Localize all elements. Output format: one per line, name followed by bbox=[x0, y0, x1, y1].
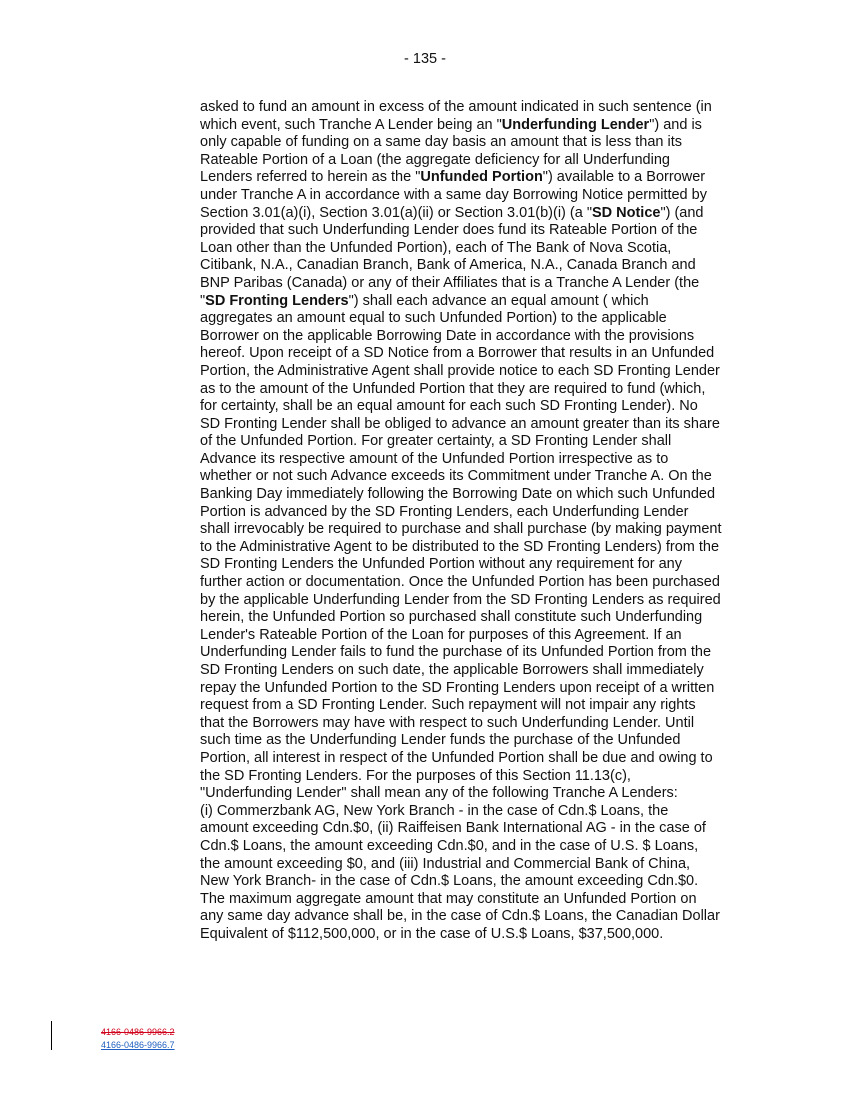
text-run: the SD Fronting Lenders. For the purposes of this Section 11.13(c), bbox=[200, 767, 631, 784]
text-run: ") shall each advance an equal amount ( which bbox=[348, 292, 649, 309]
text-run: for certainty, shall be an equal amount for each such SD Fronting Lender). No bbox=[200, 398, 698, 415]
text-line bbox=[200, 750, 760, 768]
text-run: Advance its respective amount of the Unfunded Portion irrespective as to bbox=[200, 450, 669, 467]
text-run: only capable of funding on a same day basis an amount that is less than its bbox=[200, 134, 683, 151]
text-line bbox=[200, 363, 760, 381]
text-run: BNP Paribas (Canada) or any of their Affiliates that is a Tranche A Lender (the bbox=[200, 274, 700, 291]
text-run: "Underfunding Lender" shall mean any of the following Tranche A Lenders: bbox=[200, 785, 678, 802]
text-run: Portion is advanced by the SD Fronting Lenders, each Underfunding Lender bbox=[200, 503, 689, 520]
text-line bbox=[200, 644, 760, 662]
text-run: SD Fronting Lender shall be obliged to advance an amount greater than its share bbox=[200, 415, 720, 432]
text-line bbox=[200, 891, 760, 909]
text-run: Equivalent of $112,500,000, or in the case of U.S.$ Loans, $37,500,000. bbox=[200, 925, 664, 942]
text-line bbox=[200, 310, 760, 328]
text-run: Cdn.$ Loans, the amount exceeding Cdn.$0, and in the case of U.S. $ Loans, bbox=[200, 837, 699, 854]
doc-id-inserted: 4166-0486-9966.7 bbox=[101, 1040, 175, 1050]
text-line bbox=[200, 433, 760, 451]
text-line bbox=[200, 926, 760, 944]
text-run: Borrower on the applicable Borrowing Date in accordance with the provisions bbox=[200, 327, 695, 344]
text-run: further action or documentation. Once the Unfunded Portion has been purchased bbox=[200, 574, 720, 591]
text-run: Citibank, N.A., Canadian Branch, Bank of America, N.A., Canada Branch and bbox=[200, 257, 696, 274]
text-line bbox=[200, 169, 760, 187]
text-line bbox=[200, 398, 760, 416]
text-line bbox=[200, 521, 760, 539]
text-line bbox=[200, 152, 760, 170]
text-line bbox=[200, 856, 760, 874]
text-line bbox=[200, 715, 760, 733]
text-line bbox=[200, 697, 760, 715]
text-run: the amount exceeding $0, and (iii) Industrial and Commercial Bank of China, bbox=[200, 855, 691, 872]
text-line bbox=[200, 134, 760, 152]
text-line bbox=[200, 574, 760, 592]
defined-term: SD Fronting Lenders bbox=[205, 292, 349, 309]
defined-term: Unfunded Portion bbox=[420, 169, 543, 186]
text-run: provided that such Underfunding Lender does fund its Rateable Portion of the bbox=[200, 222, 698, 239]
text-run: under Tranche A in accordance with a same day Borrowing Notice permitted by bbox=[200, 186, 707, 203]
text-run: Section 3.01(a)(i), Section 3.01(a)(ii) or Section 3.01(b)(i) (a " bbox=[200, 204, 592, 221]
text-line bbox=[200, 275, 760, 293]
text-run: Rateable Portion of a Loan (the aggregate deficiency for all Underfunding bbox=[200, 151, 670, 168]
text-run: (i) Commerzbank AG, New York Branch - in the case of Cdn.$ Loans, the bbox=[200, 802, 669, 819]
text-run: such time as the Underfunding Lender funds the purchase of the Unfunded bbox=[200, 732, 681, 749]
text-line bbox=[200, 838, 760, 856]
text-run: Lender's Rateable Portion of the Loan for purposes of this Agreement. If an bbox=[200, 626, 682, 643]
text-run: Loan other than the Unfunded Portion), each of The Bank of Nova Scotia, bbox=[200, 239, 672, 256]
text-run: which event, such Tranche A Lender being an " bbox=[200, 116, 502, 133]
text-line bbox=[200, 381, 760, 399]
text-line bbox=[200, 873, 760, 891]
text-run: Underfunding Lender fails to fund the purchase of its Unfunded Portion from the bbox=[200, 644, 712, 661]
text-line bbox=[200, 680, 760, 698]
text-run: New York Branch- in the case of Cdn.$ Loans, the amount exceeding Cdn.$0. bbox=[200, 873, 699, 890]
text-run: that the Borrowers may have with respect to such Underfunding Lender. Until bbox=[200, 714, 695, 731]
text-run: asked to fund an amount in excess of the amount indicated in such sentence (in bbox=[200, 99, 712, 115]
text-line bbox=[200, 539, 760, 557]
text-line bbox=[200, 609, 760, 627]
text-line bbox=[200, 732, 760, 750]
defined-term: SD Notice bbox=[591, 204, 661, 221]
text-line bbox=[200, 662, 760, 680]
text-line bbox=[200, 345, 760, 363]
text-line bbox=[200, 257, 760, 275]
text-run: amount exceeding Cdn.$0, (ii) Raiffeisen Bank International AG - in the case of bbox=[200, 820, 706, 837]
text-run: of the Unfunded Portion. For greater certainty, a SD Fronting Lender shall bbox=[200, 433, 672, 450]
text-line bbox=[200, 222, 760, 240]
text-run: Banking Day immediately following the Borrowing Date on which such Unfunded bbox=[200, 486, 716, 503]
text-run: Portion, all interest in respect of the Unfunded Portion shall be due and owing to bbox=[200, 749, 713, 766]
text-run: " bbox=[200, 292, 206, 309]
text-run: Portion, the Administrative Agent shall provide notice to each SD Fronting Lender bbox=[200, 362, 720, 379]
text-line bbox=[200, 908, 760, 926]
defined-term: Underfunding Lender bbox=[501, 116, 650, 133]
text-line bbox=[200, 205, 760, 223]
text-line bbox=[200, 468, 760, 486]
text-line bbox=[200, 451, 760, 469]
text-line bbox=[200, 504, 760, 522]
text-line bbox=[200, 328, 760, 346]
text-run: as to the amount of the Unfunded Portion that they are required to fund (which, bbox=[200, 380, 706, 397]
text-line bbox=[200, 416, 760, 434]
text-run: whether or not such Advance exceeds its Commitment under Tranche A. On the bbox=[200, 468, 712, 485]
text-run: aggregates an amount equal to such Unfunded Portion) to the applicable bbox=[200, 310, 667, 327]
text-run: request from a SD Fronting Lender. Such repayment will not impair any rights bbox=[200, 697, 696, 714]
text-line bbox=[200, 99, 760, 117]
text-run: by the applicable Underfunding Lender from the SD Fronting Lenders as required bbox=[200, 591, 721, 608]
body-paragraph bbox=[200, 99, 760, 944]
text-run: any same day advance shall be, in the case of Cdn.$ Loans, the Canadian Dollar bbox=[200, 908, 720, 925]
text-line bbox=[200, 627, 760, 645]
text-line bbox=[200, 768, 760, 786]
text-line bbox=[200, 486, 760, 504]
text-run: ") (and bbox=[660, 204, 704, 221]
text-run: ") available to a Borrower bbox=[542, 169, 706, 186]
text-line bbox=[200, 785, 760, 803]
text-line bbox=[200, 240, 760, 258]
text-line bbox=[200, 187, 760, 205]
text-run: Lenders referred to herein as the " bbox=[200, 169, 421, 186]
text-run: repay the Unfunded Portion to the SD Fronting Lenders upon receipt of a written bbox=[200, 679, 715, 696]
page-number: - 135 - bbox=[404, 51, 446, 67]
text-line bbox=[200, 117, 760, 135]
text-run: The maximum aggregate amount that may constitute an Unfunded Portion on bbox=[200, 890, 697, 907]
text-run: SD Fronting Lenders on such date, the applicable Borrowers shall immediately bbox=[200, 662, 704, 678]
doc-id-deleted: 4166-0486-9966.2 bbox=[101, 1027, 175, 1037]
text-line bbox=[200, 803, 760, 821]
text-run: SD Fronting Lenders the Unfunded Portion without any requirement for any bbox=[200, 556, 682, 573]
text-run: ") and is bbox=[649, 116, 702, 133]
text-line bbox=[200, 820, 760, 838]
text-line bbox=[200, 556, 760, 574]
text-run: hereof. Upon receipt of a SD Notice from a Borrower that results in an Unfunded bbox=[200, 345, 715, 362]
text-line bbox=[200, 293, 760, 311]
text-line bbox=[200, 592, 760, 610]
text-run: shall irrevocably be required to purchase and shall purchase (by making payment bbox=[200, 521, 722, 538]
change-bar bbox=[51, 1021, 52, 1050]
text-run: to the Administrative Agent to be distributed to the SD Fronting Lenders) from the bbox=[200, 538, 720, 555]
text-run: herein, the Unfunded Portion so purchased shall constitute such Underfunding bbox=[200, 609, 703, 626]
